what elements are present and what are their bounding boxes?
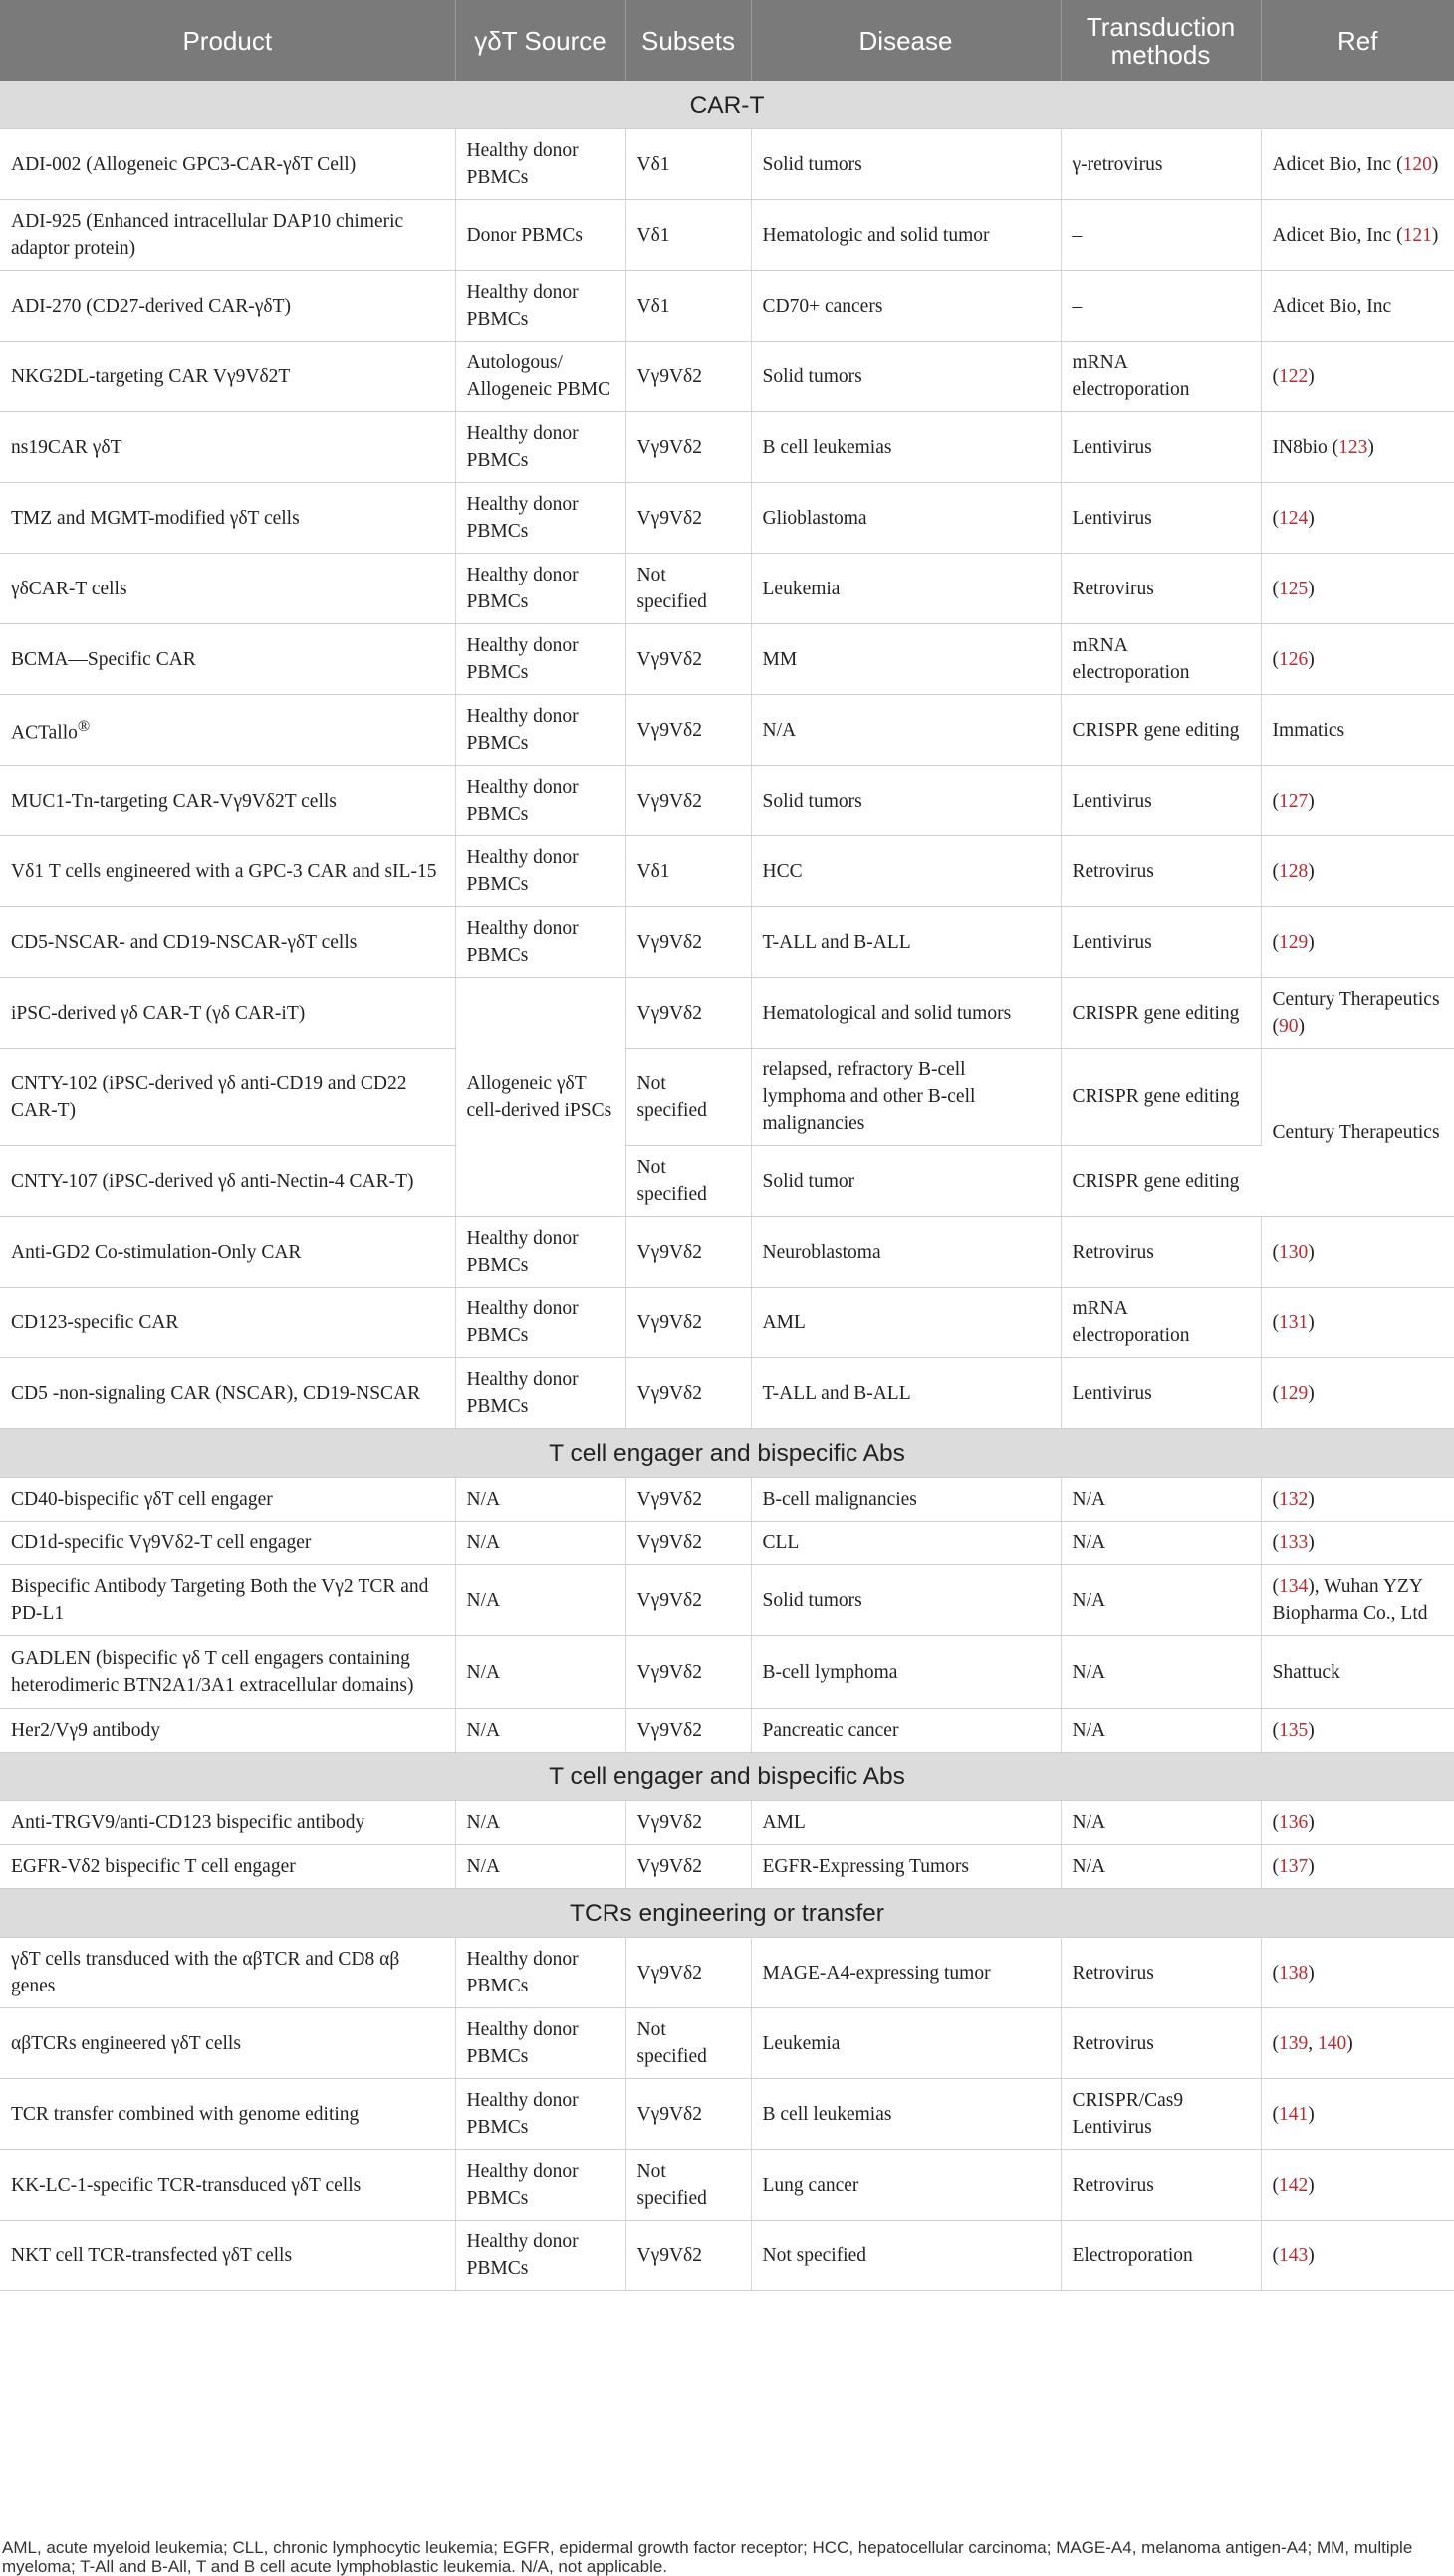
ref-link[interactable]: 132 <box>1279 1489 1309 1510</box>
ref-link[interactable]: 129 <box>1279 1382 1309 1404</box>
cell-source: N/A <box>455 1709 625 1753</box>
cell-method: Lentivirus <box>1061 1358 1261 1429</box>
ref-source: IN8bio <box>1272 436 1328 458</box>
cell-ref: Adicet Bio, Inc (121) <box>1261 200 1454 271</box>
cell-method: Retrovirus <box>1061 1938 1261 2008</box>
table-row <box>0 1217 1454 1288</box>
cell-method: CRISPR gene editing <box>1061 1146 1261 1217</box>
section-row <box>0 1889 1454 1938</box>
cell-disease: Solid tumor <box>751 1146 1061 1217</box>
cell-method: Lentivirus <box>1061 766 1261 836</box>
cell-subsets: Vγ9Vδ2 <box>625 2221 751 2291</box>
ref-source: Adicet Bio, Inc <box>1272 295 1392 317</box>
cell-source: Healthy donor PBMCs <box>455 412 625 483</box>
cell-disease: B-cell lymphoma <box>751 1636 1061 1709</box>
cell-method: N/A <box>1061 1801 1261 1845</box>
cell-subsets: Vγ9Vδ2 <box>625 412 751 483</box>
cell-method: mRNA electroporation <box>1061 342 1261 412</box>
ref-link[interactable]: 141 <box>1279 2103 1309 2125</box>
cell-product: GADLEN (bispecific γδ T cell engagers containing heterodimeric BTN2A1/3A1 extracellular domains) <box>0 1636 455 1709</box>
cell-product: CD123-specific CAR <box>0 1288 455 1358</box>
cell-disease: Neuroblastoma <box>751 1217 1061 1288</box>
section-engager: T cell engager and bispecific Abs <box>0 1429 1454 1478</box>
cell-method: γ-retrovirus <box>1061 129 1261 200</box>
table-row <box>0 412 1454 483</box>
cell-disease: B cell leukemias <box>751 412 1061 483</box>
ref-link[interactable]: 125 <box>1279 578 1309 599</box>
cell-source: Autologous/ Allogeneic PBMC <box>455 342 625 412</box>
cell-method: Retrovirus <box>1061 2150 1261 2221</box>
ref-source: Century Therapeutics <box>1272 1121 1440 1143</box>
cell-source: Healthy donor PBMCs <box>455 1288 625 1358</box>
ref-link[interactable]: 142 <box>1279 2174 1309 2196</box>
ref-link[interactable]: 140 <box>1318 2032 1347 2054</box>
cell-method: Retrovirus <box>1061 1217 1261 1288</box>
cell-source: N/A <box>455 1565 625 1636</box>
cell-product: CD5-NSCAR- and CD19-NSCAR-γδT cells <box>0 907 455 978</box>
cell-disease: B-cell malignancies <box>751 1478 1061 1522</box>
cell-subsets: Vγ9Vδ2 <box>625 1288 751 1358</box>
cell-subsets: Vγ9Vδ2 <box>625 1709 751 1753</box>
cell-method: CRISPR gene editing <box>1061 978 1261 1049</box>
table-row <box>0 695 1454 766</box>
cell-disease: Glioblastoma <box>751 483 1061 554</box>
table-row <box>0 1801 1454 1845</box>
ref-link[interactable]: 139 <box>1279 2032 1309 2054</box>
table-row <box>0 624 1454 695</box>
cell-method: N/A <box>1061 1565 1261 1636</box>
table-row <box>0 1636 1454 1709</box>
ref-source: Shattuck <box>1272 1661 1340 1683</box>
ref-link[interactable]: 90 <box>1279 1016 1299 1037</box>
header-subsets: Subsets <box>625 0 751 81</box>
cell-product: Vδ1 T cells engineered with a GPC-3 CAR and sIL-15 <box>0 836 455 907</box>
ref-link[interactable]: 138 <box>1279 1962 1309 1984</box>
cell-ref: (125) <box>1261 554 1454 624</box>
cell-product: MUC1-Tn-targeting CAR-Vγ9Vδ2T cells <box>0 766 455 836</box>
cell-subsets: Not specified <box>625 554 751 624</box>
cell-disease: Solid tumors <box>751 129 1061 200</box>
cell-subsets: Not specified <box>625 2008 751 2079</box>
cell-product: iPSC-derived γδ CAR-T (γδ CAR-iT) <box>0 978 455 1049</box>
table-row <box>0 907 1454 978</box>
cell-method: mRNA electroporation <box>1061 624 1261 695</box>
section-tcr: TCRs engineering or transfer <box>0 1889 1454 1938</box>
cell-product: γδCAR-T cells <box>0 554 455 624</box>
cell-source: Healthy donor PBMCs <box>455 483 625 554</box>
cell-subsets: Vγ9Vδ2 <box>625 1636 751 1709</box>
cell-subsets: Vγ9Vδ2 <box>625 483 751 554</box>
table-row <box>0 1938 1454 2008</box>
cell-disease: Hematologic and solid tumor <box>751 200 1061 271</box>
cell-source: Healthy donor PBMCs <box>455 2221 625 2291</box>
cell-ref: Century Therapeutics (90) <box>1261 978 1454 1049</box>
section-engager: T cell engager and bispecific Abs <box>0 1753 1454 1801</box>
cell-subsets: Vγ9Vδ2 <box>625 1845 751 1889</box>
section-row <box>0 1429 1454 1478</box>
cell-product: NKG2DL-targeting CAR Vγ9Vδ2T <box>0 342 455 412</box>
table-row <box>0 1522 1454 1565</box>
ref-link[interactable]: 136 <box>1279 1812 1309 1833</box>
cell-product: ADI-002 (Allogeneic GPC3-CAR-γδT Cell) <box>0 129 455 200</box>
cell-disease: Solid tumors <box>751 1565 1061 1636</box>
section-car-t: CAR-T <box>0 81 1454 129</box>
cell-source: Healthy donor PBMCs <box>455 2008 625 2079</box>
cell-source: Healthy donor PBMCs <box>455 624 625 695</box>
cell-ref: (126) <box>1261 624 1454 695</box>
cell-disease: T-ALL and B-ALL <box>751 907 1061 978</box>
cell-subsets: Vδ1 <box>625 129 751 200</box>
cell-disease: CD70+ cancers <box>751 271 1061 342</box>
cell-subsets: Vδ1 <box>625 271 751 342</box>
table-row <box>0 129 1454 200</box>
cell-ref: (131) <box>1261 1288 1454 1358</box>
cell-disease: AML <box>751 1801 1061 1845</box>
cell-subsets: Vγ9Vδ2 <box>625 342 751 412</box>
cell-product: Her2/Vγ9 antibody <box>0 1709 455 1753</box>
table-footnote: AML, acute myeloid leukemia; CLL, chronic lymphocytic leukemia; EGFR, epidermal growth factor receptor; HCC, hepatocellular carcinoma; MAGE-A4, melanoma antigen-A4; MM, multiple myeloma; T-All and B-All, T and B cell acute lymphoblastic leukemia. N/A, not applicable. <box>2 2538 1413 2576</box>
cell-source: Healthy donor PBMCs <box>455 907 625 978</box>
table-row <box>0 1146 1454 1217</box>
cell-source: Healthy donor PBMCs <box>455 1938 625 2008</box>
cell-method: Retrovirus <box>1061 836 1261 907</box>
cell-source: Donor PBMCs <box>455 200 625 271</box>
cell-source: Healthy donor PBMCs <box>455 129 625 200</box>
cell-subsets: Not specified <box>625 2150 751 2221</box>
ref-link[interactable]: 137 <box>1279 1856 1309 1877</box>
cell-product: ADI-925 (Enhanced intracellular DAP10 chimeric adaptor protein) <box>0 200 455 271</box>
ref-link[interactable]: 121 <box>1402 224 1432 246</box>
cell-disease: Not specified <box>751 2221 1061 2291</box>
cell-ref: (129) <box>1261 1358 1454 1429</box>
cell-product: TMZ and MGMT-modified γδT cells <box>0 483 455 554</box>
header-source: γδT Source <box>455 0 625 81</box>
cell-ref: (142) <box>1261 2150 1454 2221</box>
cell-method: Retrovirus <box>1061 2008 1261 2079</box>
cell-ref: (128) <box>1261 836 1454 907</box>
cell-product: αβTCRs engineered γδT cells <box>0 2008 455 2079</box>
cell-source: Healthy donor PBMCs <box>455 1217 625 1288</box>
cell-source: N/A <box>455 1522 625 1565</box>
cell-subsets: Vγ9Vδ2 <box>625 907 751 978</box>
cell-product: CD1d-specific Vγ9Vδ2-T cell engager <box>0 1522 455 1565</box>
cell-source: Healthy donor PBMCs <box>455 2150 625 2221</box>
cell-ref: (124) <box>1261 483 1454 554</box>
cell-source: N/A <box>455 1801 625 1845</box>
cell-ref: (134), Wuhan YZY Biopharma Co., Ltd <box>1261 1565 1454 1636</box>
table-row <box>0 1288 1454 1358</box>
section-row <box>0 81 1454 129</box>
cell-source: Allogeneic γδT cell-derived iPSCs <box>455 978 625 1217</box>
cell-ref: (130) <box>1261 1217 1454 1288</box>
cell-subsets: Vδ1 <box>625 836 751 907</box>
cell-subsets: Vγ9Vδ2 <box>625 624 751 695</box>
cell-method: N/A <box>1061 1845 1261 1889</box>
cell-source: Healthy donor PBMCs <box>455 695 625 766</box>
cell-product: CD5 -non-signaling CAR (NSCAR), CD19-NSCAR <box>0 1358 455 1429</box>
table-row <box>0 836 1454 907</box>
ref-link[interactable]: 131 <box>1279 1311 1309 1333</box>
ref-link[interactable]: 133 <box>1279 1532 1309 1553</box>
cell-product: Bispecific Antibody Targeting Both the Vγ2 TCR and PD-L1 <box>0 1565 455 1636</box>
cell-ref: (141) <box>1261 2079 1454 2150</box>
cell-ref: (143) <box>1261 2221 1454 2291</box>
cell-disease: MAGE-A4-expressing tumor <box>751 1938 1061 2008</box>
cell-source: Healthy donor PBMCs <box>455 271 625 342</box>
cell-subsets: Vγ9Vδ2 <box>625 1565 751 1636</box>
cell-product: CNTY-107 (iPSC-derived γδ anti-Nectin-4 CAR-T) <box>0 1146 455 1217</box>
ref-link[interactable]: 120 <box>1402 153 1432 175</box>
cell-source: Healthy donor PBMCs <box>455 2079 625 2150</box>
cell-ref: IN8bio (123) <box>1261 412 1454 483</box>
cell-subsets: Not specified <box>625 1146 751 1217</box>
cell-disease: Solid tumors <box>751 766 1061 836</box>
table-row <box>0 554 1454 624</box>
cell-product <box>0 695 455 766</box>
table-row <box>0 2221 1454 2291</box>
cell-disease: CLL <box>751 1522 1061 1565</box>
cell-product: Anti-GD2 Co-stimulation-Only CAR <box>0 1217 455 1288</box>
table-row <box>0 1845 1454 1889</box>
cell-product: CD40-bispecific γδT cell engager <box>0 1478 455 1522</box>
ref-source: , Wuhan YZY Biopharma Co., Ltd <box>1272 1576 1428 1624</box>
header-ref: Ref <box>1261 0 1454 81</box>
cell-ref: (138) <box>1261 1938 1454 2008</box>
cell-disease: HCC <box>751 836 1061 907</box>
table-row <box>0 2079 1454 2150</box>
cell-source: Healthy donor PBMCs <box>455 1358 625 1429</box>
ref-source: Century Therapeutics <box>1272 989 1440 1010</box>
cell-ref: (137) <box>1261 1845 1454 1889</box>
cell-subsets: Vγ9Vδ2 <box>625 1522 751 1565</box>
ref-link[interactable]: 143 <box>1279 2244 1309 2266</box>
cell-source: N/A <box>455 1636 625 1709</box>
cell-ref <box>1261 1636 1454 1709</box>
cell-ref: (136) <box>1261 1801 1454 1845</box>
cell-source: N/A <box>455 1478 625 1522</box>
cell-product: EGFR-Vδ2 bispecific T cell engager <box>0 1845 455 1889</box>
cell-method: Retrovirus <box>1061 554 1261 624</box>
header-disease: Disease <box>751 0 1061 81</box>
cell-disease: EGFR-Expressing Tumors <box>751 1845 1061 1889</box>
table-row <box>0 271 1454 342</box>
cell-disease: T-ALL and B-ALL <box>751 1358 1061 1429</box>
table-row <box>0 2150 1454 2221</box>
cell-ref: Adicet Bio, Inc (120) <box>1261 129 1454 200</box>
cell-product: ADI-270 (CD27-derived CAR-γδT) <box>0 271 455 342</box>
cell-ref <box>1261 271 1454 342</box>
cell-product: Anti-TRGV9/anti-CD123 bispecific antibody <box>0 1801 455 1845</box>
cell-method: CRISPR/Cas9 Lentivirus <box>1061 2079 1261 2150</box>
cell-method: CRISPR gene editing <box>1061 1049 1261 1146</box>
cell-subsets: Vγ9Vδ2 <box>625 1217 751 1288</box>
ref-source: Immatics <box>1272 719 1345 741</box>
cell-ref: (129) <box>1261 907 1454 978</box>
cell-disease: N/A <box>751 695 1061 766</box>
table-row <box>0 2008 1454 2079</box>
cell-source: Healthy donor PBMCs <box>455 766 625 836</box>
table-row <box>0 483 1454 554</box>
cell-method: Lentivirus <box>1061 907 1261 978</box>
cell-method: Lentivirus <box>1061 412 1261 483</box>
cell-ref: (132) <box>1261 1478 1454 1522</box>
cell-disease: Hematological and solid tumors <box>751 978 1061 1049</box>
cell-method: – <box>1061 271 1261 342</box>
cell-ref <box>1261 695 1454 766</box>
cell-subsets: Vδ1 <box>625 200 751 271</box>
header-transduction-methods: Transduction methods <box>1061 0 1261 81</box>
registered-mark: ® <box>77 717 91 736</box>
cell-product: NKT cell TCR-transfected γδT cells <box>0 2221 455 2291</box>
cell-disease: Solid tumors <box>751 342 1061 412</box>
header-product: Product <box>0 0 455 81</box>
section-row <box>0 1753 1454 1801</box>
table-row <box>0 342 1454 412</box>
cell-method: mRNA electroporation <box>1061 1288 1261 1358</box>
cell-disease: Lung cancer <box>751 2150 1061 2221</box>
ref-link[interactable]: 134 <box>1279 1576 1309 1597</box>
cell-disease: Leukemia <box>751 554 1061 624</box>
header-row <box>0 0 1454 81</box>
ref-source: Adicet Bio, Inc <box>1272 153 1392 175</box>
table-row <box>0 1049 1454 1146</box>
cell-product: γδT cells transduced with the αβTCR and CD8 αβ genes <box>0 1938 455 2008</box>
ref-link[interactable]: 129 <box>1279 931 1309 953</box>
cell-subsets: Vγ9Vδ2 <box>625 1358 751 1429</box>
table-row <box>0 766 1454 836</box>
cell-ref: (127) <box>1261 766 1454 836</box>
ref-link[interactable]: 127 <box>1279 790 1309 812</box>
cell-ref: (139, 140) <box>1261 2008 1454 2079</box>
cell-method: N/A <box>1061 1709 1261 1753</box>
cell-subsets: Vγ9Vδ2 <box>625 1938 751 2008</box>
ref-link[interactable]: 123 <box>1338 436 1368 458</box>
ref-link[interactable]: 122 <box>1279 365 1309 387</box>
cell-subsets: Vγ9Vδ2 <box>625 978 751 1049</box>
cell-disease: AML <box>751 1288 1061 1358</box>
cell-method: Electroporation <box>1061 2221 1261 2291</box>
cell-method: – <box>1061 200 1261 271</box>
cell-subsets: Vγ9Vδ2 <box>625 695 751 766</box>
cell-disease: MM <box>751 624 1061 695</box>
product-name: ACTallo <box>11 722 78 744</box>
cell-method: Lentivirus <box>1061 483 1261 554</box>
cell-ref: (133) <box>1261 1522 1454 1565</box>
cell-method: N/A <box>1061 1478 1261 1522</box>
cell-disease: Leukemia <box>751 2008 1061 2079</box>
cell-ref: (135) <box>1261 1709 1454 1753</box>
cell-method: N/A <box>1061 1636 1261 1709</box>
cell-subsets: Vγ9Vδ2 <box>625 1478 751 1522</box>
table-row <box>0 978 1454 1049</box>
cell-product: CNTY-102 (iPSC-derived γδ anti-CD19 and CD22 CAR-T) <box>0 1049 455 1146</box>
ref-link[interactable]: 128 <box>1279 860 1309 882</box>
table-row <box>0 1358 1454 1429</box>
cell-disease: Pancreatic cancer <box>751 1709 1061 1753</box>
cell-product: BCMA—Specific CAR <box>0 624 455 695</box>
cell-product: ns19CAR γδT <box>0 412 455 483</box>
cell-ref <box>1261 1049 1454 1217</box>
cell-subsets: Vγ9Vδ2 <box>625 766 751 836</box>
cell-disease: relapsed, refractory B-cell lymphoma and other B-cell malignancies <box>751 1049 1061 1146</box>
table-row <box>0 200 1454 271</box>
cell-subsets: Vγ9Vδ2 <box>625 1801 751 1845</box>
ref-link[interactable]: 124 <box>1279 507 1309 529</box>
table-row <box>0 1565 1454 1636</box>
ref-source: Adicet Bio, Inc <box>1272 224 1392 246</box>
ref-link[interactable]: 126 <box>1279 648 1309 670</box>
ref-link[interactable]: 135 <box>1279 1720 1309 1741</box>
cell-ref: (122) <box>1261 342 1454 412</box>
cell-method: CRISPR gene editing <box>1061 695 1261 766</box>
table-row <box>0 1709 1454 1753</box>
cell-source: N/A <box>455 1845 625 1889</box>
cell-subsets: Not specified <box>625 1049 751 1146</box>
cell-source: Healthy donor PBMCs <box>455 554 625 624</box>
cell-method: N/A <box>1061 1522 1261 1565</box>
cell-product: TCR transfer combined with genome editing <box>0 2079 455 2150</box>
cell-source: Healthy donor PBMCs <box>455 836 625 907</box>
cell-subsets: Vγ9Vδ2 <box>625 2079 751 2150</box>
cell-disease: B cell leukemias <box>751 2079 1061 2150</box>
cell-product: KK-LC-1-specific TCR-transduced γδT cells <box>0 2150 455 2221</box>
ref-link[interactable]: 130 <box>1279 1241 1309 1263</box>
table-row <box>0 1478 1454 1522</box>
